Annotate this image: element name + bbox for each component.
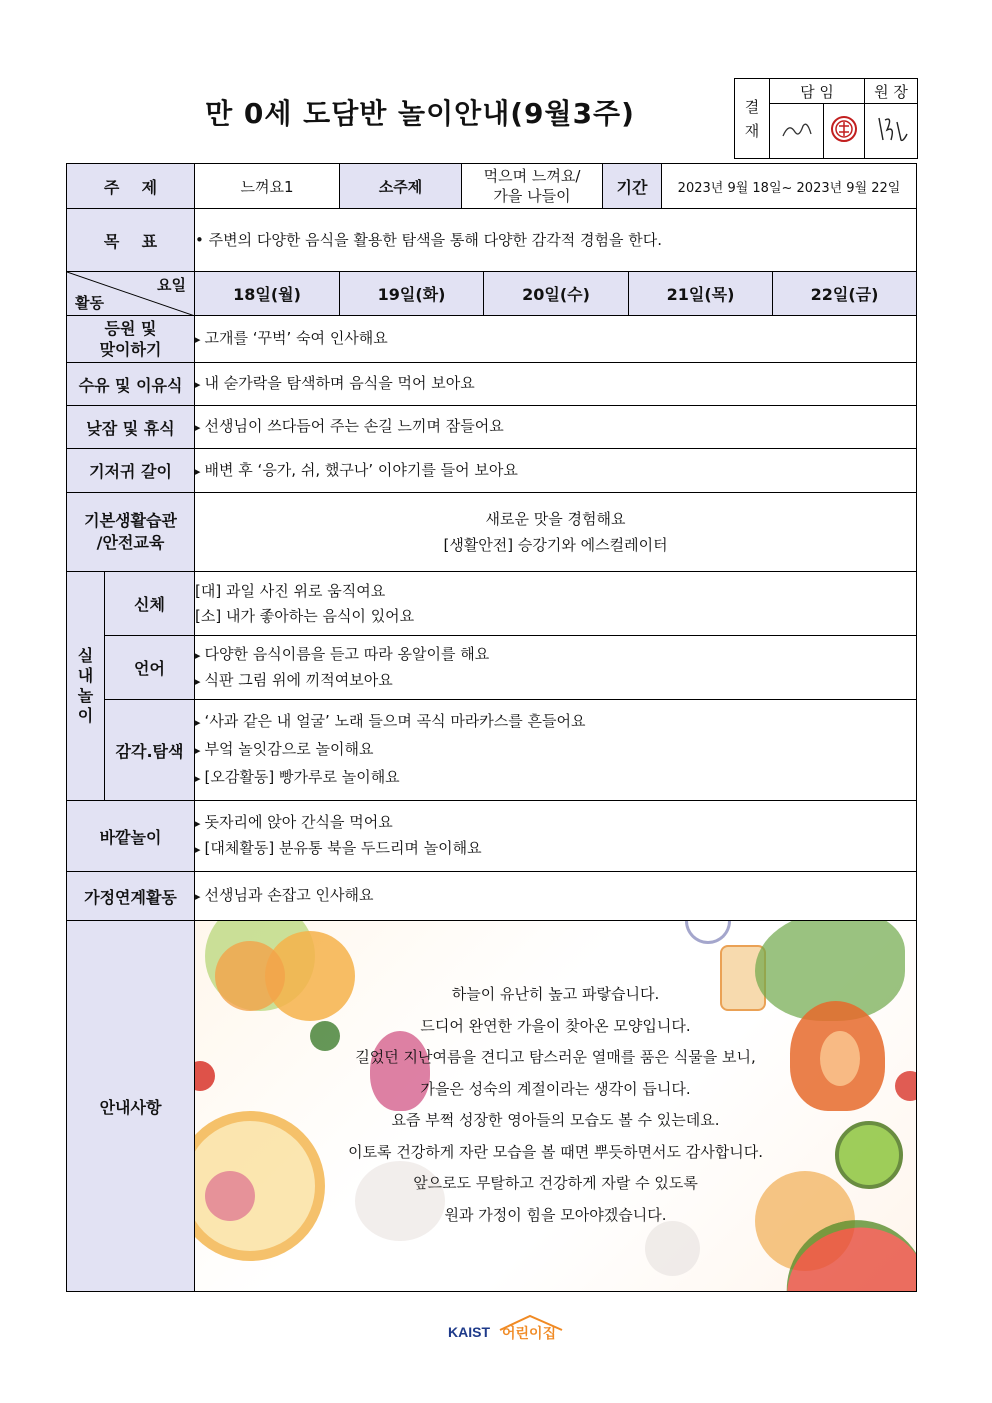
language-text (195, 636, 917, 700)
notice-panel (195, 921, 916, 1291)
day-activity-corner (67, 272, 195, 316)
approval-label-top: 결 (744, 97, 760, 116)
director-header: 원 장 (865, 79, 918, 104)
notice-line: 앞으로도 무탈하고 건강하게 자랄 수 있도록 (413, 1174, 698, 1192)
day-header: 18일(월) (195, 272, 340, 316)
home-label: 가정연계활동 (67, 872, 195, 921)
seal-icon (829, 114, 859, 144)
bullet-item: ▸ 선생님이 쓰다듬어 주는 손길 느끼며 잠들어요 (195, 417, 504, 435)
director-signature (865, 104, 918, 159)
nap-label: 낮잠 및 휴식 (67, 406, 195, 449)
indoor-label-char: 실 (77, 646, 94, 665)
theme-label: 주 제 (67, 164, 195, 209)
outdoor-label: 바깥놀이 (67, 801, 195, 872)
bullet-item: ▸ 고개를 ‘꾸벅’ 숙여 인사해요 (195, 329, 388, 347)
corner-activity-label: 활동 (75, 294, 104, 312)
habits-line: 새로운 맛을 경험해요 (485, 510, 626, 528)
nap-text (195, 406, 917, 449)
period-label: 기간 (603, 164, 662, 208)
sensory-text (195, 700, 917, 801)
approval-box (734, 78, 918, 159)
bullet-item: ▸ 다양한 음식이름을 듣고 따라 옹알이를 해요 (195, 642, 916, 668)
notice-line: 원과 가정이 힘을 모아야겠습니다. (444, 1205, 667, 1224)
bullet-item: ▸ ‘사과 같은 내 얼굴’ 노래 들으며 곡식 마라카스를 흔들어요 (195, 708, 916, 736)
notice-cell (195, 921, 917, 1292)
teacher-seal (824, 104, 865, 159)
day-header: 19일(화) (340, 272, 484, 316)
subtheme-line: 먹으며 느껴요/ (483, 167, 581, 185)
language-label: 언어 (105, 636, 195, 700)
theme-value: 느껴요1 (195, 164, 340, 209)
indoor-label-char: 놀 (77, 686, 94, 705)
sensory-label: 감각.탐색 (105, 700, 195, 801)
theme-row-right (340, 164, 917, 209)
subtheme-value (462, 164, 603, 208)
indoor-play-label (67, 572, 105, 801)
notice-line: 하늘이 유난히 높고 파랗습니다. (451, 985, 660, 1003)
indoor-label-char: 내 (77, 666, 94, 685)
signature-icon (777, 114, 817, 144)
day-header: 21일(목) (629, 272, 773, 316)
body-line: [대] 과일 사진 위로 움직여요 (195, 581, 386, 600)
onion-decoration (685, 921, 731, 944)
footer-name: 어린이집 (502, 1326, 557, 1342)
bullet-item: ▸ [대체활동] 분유통 북을 두드리며 놀이해요 (195, 836, 916, 862)
plan-table (66, 163, 917, 1292)
habits-label-line: 기본생활습관 (84, 511, 177, 530)
bullet-item: ▸ 부엌 놀잇감으로 놀이해요 (195, 736, 916, 764)
arrival-text (195, 316, 917, 363)
habits-label (67, 493, 195, 572)
notice-line: 드디어 완연한 가을이 찾아온 모양입니다. (420, 1016, 691, 1035)
notice-label: 안내사항 (67, 921, 195, 1292)
footer-logo (440, 1312, 580, 1344)
bullet-item: ▸ 배변 후 ‘응가, 쉬, 했구나’ 이야기를 들어 보아요 (195, 461, 518, 479)
period-value: 2023년 9월 18일~ 2023년 9월 22일 (677, 180, 901, 196)
goal-text: • 주변의 다양한 음식을 활용한 탐색을 통해 다양한 감각적 경험을 한다. (195, 209, 917, 272)
notice-line: 요즘 부쩍 성장한 영아들의 모습도 볼 수 있는데요. (391, 1111, 720, 1129)
feeding-label: 수유 및 이유식 (67, 363, 195, 406)
approval-label-bottom: 재 (744, 121, 760, 140)
teacher-signature (770, 104, 824, 159)
notice-line: 가을은 성숙의 계절이라는 생각이 듭니다. (420, 1079, 691, 1098)
body-text (195, 572, 917, 636)
diaper-text (195, 449, 917, 493)
arrival-label-line: 맞이하기 (99, 340, 162, 359)
habits-line: [생활안전] 승강기와 에스컬레이터 (443, 536, 668, 554)
habits-label-line: /안전교육 (96, 533, 165, 552)
notice-line: 길었던 지난여름을 견디고 탐스러운 열매를 품은 식물을 보니, (355, 1048, 756, 1066)
arrival-label (67, 316, 195, 363)
diaper-label: 기저귀 갈이 (67, 449, 195, 493)
body-label: 신체 (105, 572, 195, 636)
day-header: 22일(금) (773, 272, 917, 316)
bullet-item: ▸ 돗자리에 앉아 간식을 먹어요 (195, 810, 916, 836)
day-header: 20일(수) (484, 272, 629, 316)
arrival-label-line: 등원 및 (104, 319, 157, 338)
habits-text (195, 493, 917, 572)
subtheme-label: 소주제 (340, 164, 462, 208)
body-line: [소] 내가 좋아하는 음식이 있어요 (195, 606, 415, 625)
home-text (195, 872, 917, 921)
feeding-text (195, 363, 917, 406)
bullet-item: ▸ 선생님과 손잡고 인사해요 (195, 886, 373, 904)
bullet-item: ▸ [오감활동] 빵가루로 놀이해요 (195, 764, 916, 792)
page-title: 만 0세 도담반 놀이안내(9월3주) (205, 97, 635, 130)
bullet-item: ▸ 식판 그림 위에 끼적여보아요 (195, 668, 916, 694)
notice-message (195, 979, 916, 1231)
goal-label: 목 표 (67, 209, 195, 272)
approval-label (735, 79, 770, 159)
subtheme-line: 가을 나들이 (493, 187, 571, 205)
bullet-item: ▸ 내 숟가락을 탐색하며 음식을 먹어 보아요 (195, 374, 475, 392)
notice-line: 이토록 건강하게 자란 모습을 볼 때면 뿌듯하면서도 감사합니다. (348, 1142, 763, 1161)
indoor-label-char: 이 (77, 706, 94, 725)
outdoor-text (195, 801, 917, 872)
signature-icon (871, 112, 911, 146)
teacher-header: 담 임 (770, 79, 865, 104)
footer-brand: KAIST (448, 1324, 490, 1340)
corner-day-label: 요일 (157, 276, 187, 294)
